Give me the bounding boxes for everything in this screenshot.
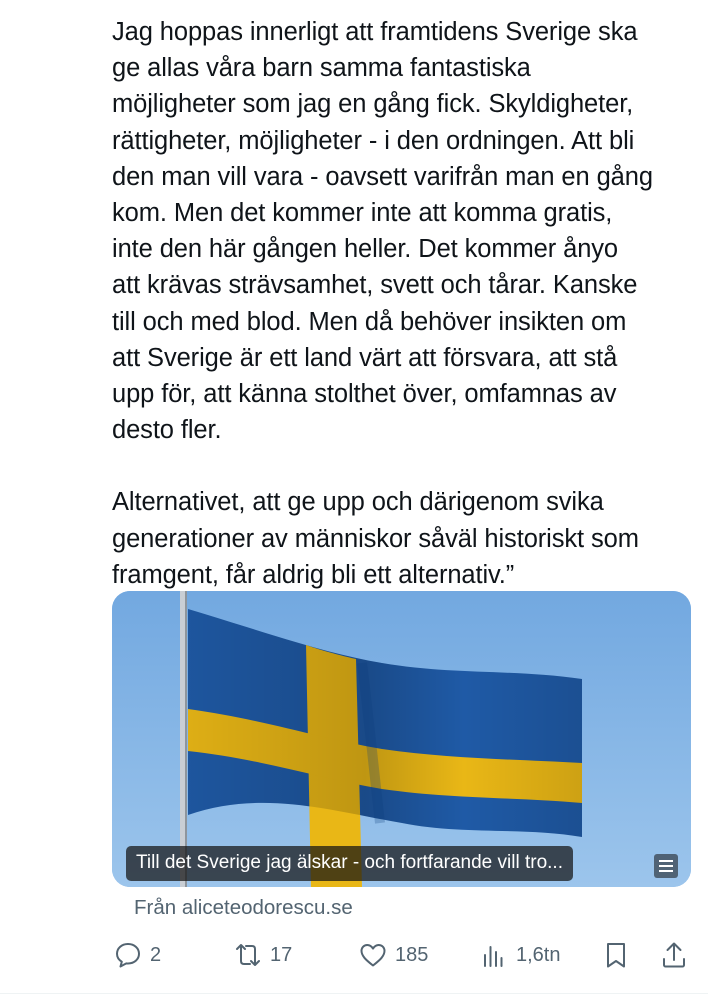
link-preview-card[interactable] [112, 591, 691, 887]
share-icon [658, 939, 690, 971]
reply-icon [112, 939, 144, 971]
swedish-flag-image [112, 591, 691, 887]
link-source[interactable]: Från aliceteodorescu.se [134, 896, 353, 919]
views-count: 1,6tn [516, 943, 561, 966]
views-button[interactable] [478, 935, 560, 975]
post-paragraph-1: Jag hoppas innerligt att framtidens Sverige ska ge allas våra barn samma fantastiska möjligheter som jag en gång fick. Skyldigheter, rättigheter, möjligheter - i den ordningen. Att bli den man vill vara - oavsett varifrån man en gång kom. Men det kommer inte att komma gratis, inte den här gången heller. Det kommer ånyo att krävas strävsamhet, svett och tårar. Kanske till och med blod. Men då behöver insikten om att Sverige är ett land värt att försvara, att stå upp för, att känna stolthet över, omfamnas av desto fler. [112, 18, 653, 445]
repost-icon [232, 939, 264, 971]
share-button[interactable] [658, 935, 690, 975]
bookmark-icon [600, 939, 632, 971]
heart-icon [357, 939, 389, 971]
reply-count: 2 [150, 943, 162, 966]
post-paragraph-2: Alternativet, att ge upp och därigenom svika generationer av människor såväl historiskt som framgent, får aldrig bli ett alternativ.” [112, 488, 639, 589]
article-icon [651, 851, 681, 881]
post-actions [112, 935, 692, 975]
like-button[interactable] [357, 935, 428, 975]
bookmark-button[interactable] [600, 935, 632, 975]
repost-count: 17 [270, 943, 293, 966]
like-count: 185 [395, 943, 429, 966]
views-icon [478, 939, 510, 971]
reply-button[interactable] [112, 935, 161, 975]
post-divider [0, 993, 708, 994]
repost-button[interactable] [232, 935, 292, 975]
post-text [112, 14, 702, 593]
link-card-caption: Till det Sverige jag älskar - och fortfarande vill tro... [126, 846, 573, 881]
